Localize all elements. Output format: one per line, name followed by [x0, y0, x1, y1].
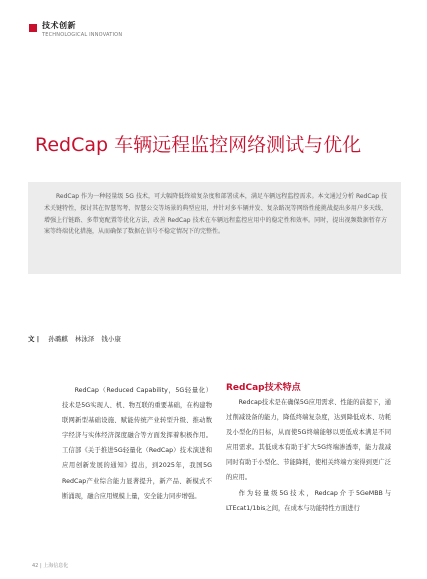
- intro-paragraph: RedCap（Reduced Capability，5G轻量化）技术是5G实现人、机、物互联的重要基础，在构建物联网新型基础设施、赋能传统产业转型升级、推动数字经济与实体经济深度融合等方面发挥着积极作用。工信部《关于推进5G轻量化（RedCap）技术演进和应用创新发展的通知》提出，到2025年，我国5G RedCap产业综合能力显著提升，新产品、新模式不断涌现，融合应用规模上量，安全能力同步增强。: [62, 387, 212, 500]
- section-marker-icon: [29, 24, 37, 32]
- abstract-text: RedCap 作为一种轻量级 5G 技术，可大幅降低终端复杂度和部署成本，满足车辆远程监控需求。本文通过分析 RedCap 技术关键特性，探讨其在智慧驾考、智慧公交等场景的典型应用，并针对多车辆并发、复杂路况等网络性能挑战提出多用户多天线、增强上行链路、多带宽配置等优化方法，改善 RedCap 技术在车辆远程监控应用中的稳定性和效率。同时，提出视频数据暂存方案等终端优化措施，从而确保了数据在信号不稳定情况下的完整性。: [44, 193, 387, 236]
- page-footer: 42 | 上海信息化: [32, 563, 69, 569]
- author-name: 孙璐麒: [48, 335, 68, 343]
- section-heading: RedCap技术特点: [226, 383, 301, 393]
- body-paragraph: 作为轻量级5G技术，Redcap介于5GeMBB与LTEcat1/1bis之间，在成本与功能特性方面进行: [226, 489, 391, 512]
- section-title: 技术创新: [42, 21, 76, 30]
- author-name: 林泳泽: [74, 335, 95, 343]
- publication-name: 上海信息化: [43, 563, 69, 569]
- section-body: [226, 395, 391, 516]
- body-paragraph: Redcap技术是在确保5G应用需求、性能的前提下，通过削减设备的能力，降低终端复杂度，达到降低成本、功耗及小型化的目标，从而使5G终端能够以更低成本满足不同应用需求。其低成本有助于扩大5G终端渗透率，能力裁减同时有助于小型化、节能降耗，使相关终端方案得到更广泛的应用。: [226, 399, 391, 482]
- page-number: 42: [32, 563, 39, 569]
- article-title: RedCap 车辆远程监控网络测试与优化: [35, 134, 362, 156]
- author-label: 文: [28, 335, 35, 343]
- author-name: 钱小康: [101, 335, 121, 343]
- author-line: 文 | 孙璐麒 林泳泽 钱小康: [28, 335, 121, 343]
- section-subtitle: TECHNOLOGICAL INNOVATION: [42, 32, 123, 38]
